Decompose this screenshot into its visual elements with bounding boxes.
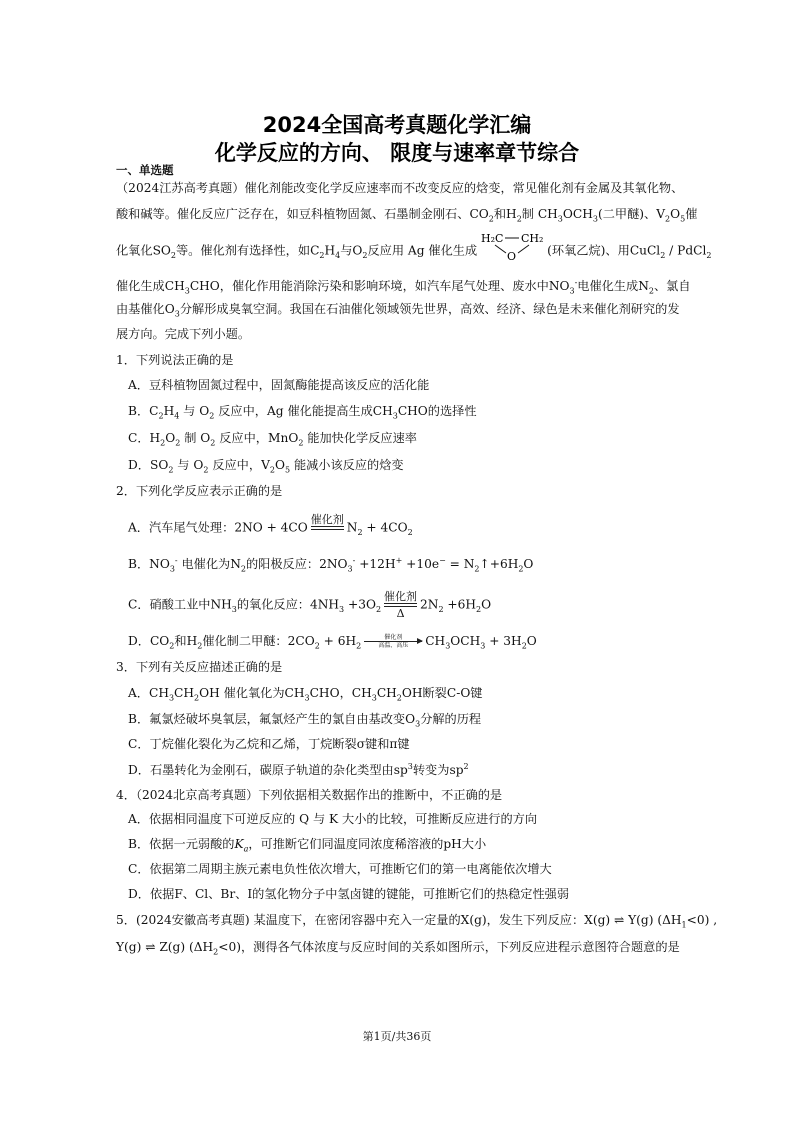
- q1-option-b: B．$C_2H_4$ 与 $O_2$ 反应中，Ag 催化能提高生成$CH_3CHO$的选择性: [128, 404, 477, 421]
- q4-option-b: B．依据一元弱酸的$K_a$，可推断它们同温度同浓度稀溶液的pH大小: [128, 837, 487, 854]
- q5-line-2: Y(g) ⇌ Z(g) $(\Delta H_2<0)$，测得各气体浓度与反应时间的关系如图所示，下列反应进程示意图符合题意的是: [116, 940, 680, 957]
- q3-option-a: A．$CH_3CH_2OH$ 催化氧化为$CH_3CHO$，$CH_3CH_2OH$断裂C-O键: [128, 686, 483, 703]
- q3-stem: 3．下列有关反应描述正确的是: [116, 660, 283, 674]
- q2-option-c: C．硝酸工业中$NH_3$的氧化反应：$4NH_3 +3O_2$ 催化剂 Δ $2N_2 +6H_2O$: [128, 590, 492, 620]
- q2-option-a: A．汽车尾气处理：2NO + 4CO 催化剂 $N_2 + 4CO_2$: [128, 513, 413, 543]
- q3-option-b: B．氟氯烃破坏臭氧层，氟氯烃产生的氯自由基改变$O_3$分解的历程: [128, 712, 482, 729]
- document-subtitle: 化学反应的方向、 限度与速率章节综合: [214, 141, 580, 165]
- q3-option-d: D．石墨转化为金刚石，碳原子轨道的杂化类型由$sp^3$转变为$sp^2$: [128, 761, 469, 777]
- intro-line-1: （2024江苏高考真题）催化剂能改变化学反应速率而不改变反应的焓变，常见催化剂有金属及其氧化物、: [116, 181, 684, 195]
- q5-line-1: 5．(2024安徽高考真题) 某温度下，在密闭容器中充入一定量的X(g)，发生下列反应：X(g) ⇌ Y(g) $(\Delta H_1<0)$ ,: [116, 913, 718, 930]
- intro-line-2: 酸和碱等。催化反应广泛存在，如豆科植物固氮、石墨制金刚石、$CO_2$和$H_2$制 $CH_3OCH_3$(二甲醚)、$V_2O_5$催: [116, 207, 698, 224]
- q4-option-d: D．依据F、Cl、Br、I的氢化物分子中氢卤键的键能，可推断它们的热稳定性强弱: [128, 887, 570, 901]
- q1-option-d: D．$SO_2$ 与 $O_2$ 反应中，$V_2O_5$ 能减小该反应的焓变: [128, 458, 404, 475]
- q1-option-c: C．$H_2O_2$ 制 $O_2$ 反应中，MnO$_2$ 能加快化学反应速率: [128, 431, 417, 448]
- q1-option-a: A．豆科植物固氮过程中，固氮酶能提高该反应的活化能: [128, 378, 430, 392]
- ethylene-oxide-structure: [479, 230, 545, 262]
- q2-option-b: B．$NO_3^-$ 电催化为$N_2$的阳极反应：$2NO_3^- +12H^+ +10e^-$ = $N_2↑+6H_2O$: [128, 555, 534, 574]
- svg-text:O: O: [507, 250, 517, 262]
- svg-text:H₂C: H₂C: [481, 232, 504, 245]
- q1-stem: 1．下列说法正确的是: [116, 353, 234, 367]
- document-title: 2024全国高考真题化学汇编: [262, 113, 532, 137]
- q2-option-d: D．$CO_2$和$H_2$催化制二甲醚：$2CO_2 + 6H_2$ 催化剂 高温、高压 $CH_3OCH_3 + 3H_2O$: [128, 634, 537, 651]
- section-heading: 一、单选题: [116, 163, 174, 177]
- q2-stem: 2．下列化学反应表示正确的是: [116, 484, 283, 498]
- q4-stem: 4．（2024北京高考真题）下列依据相关数据作出的推断中，不正确的是: [116, 788, 503, 802]
- q3-option-c: C．丁烷催化裂化为乙烷和乙烯，丁烷断裂σ键和π键: [128, 737, 410, 751]
- q4-option-a: A．依据相同温度下可逆反应的 Q 与 K 大小的比较，可推断反应进行的方向: [128, 812, 538, 826]
- reaction-arrow: 催化剂 高温、高压: [364, 634, 422, 649]
- catalyst-arrow: 催化剂: [311, 513, 344, 543]
- intro-line-5: 由基催化$O_3$分解形成臭氧空洞。我国在石油催化领域领先世界，高效、经济、绿色是未来催化剂研究的发: [116, 302, 680, 319]
- svg-text:CH₂: CH₂: [521, 232, 544, 245]
- intro-line-4: 催化生成$CH_3CHO$，催化作用能消除污染和影响环境，如汽车尾气处理、废水中$NO_3^-$电催化生成$N_2$、氯自: [116, 277, 691, 296]
- intro-line-6: 展方向。完成下列小题。: [116, 327, 251, 341]
- q4-option-c: C．依据第二周期主族元素电负性依次增大，可推断它们的第一电离能依次增大: [128, 862, 552, 876]
- intro-line-3: 化氧化$SO_2$等。催化剂有选择性，如$C_2H_4$与$O_2$反应用 Ag 催化生成 H₂C CH₂ O (环氧乙烷)、用CuCl$_2$ / PdCl$_2$: [116, 232, 712, 262]
- catalyst-heat-arrow: 催化剂 Δ: [384, 590, 418, 620]
- page-footer: 第1页/共36页: [362, 1030, 432, 1043]
